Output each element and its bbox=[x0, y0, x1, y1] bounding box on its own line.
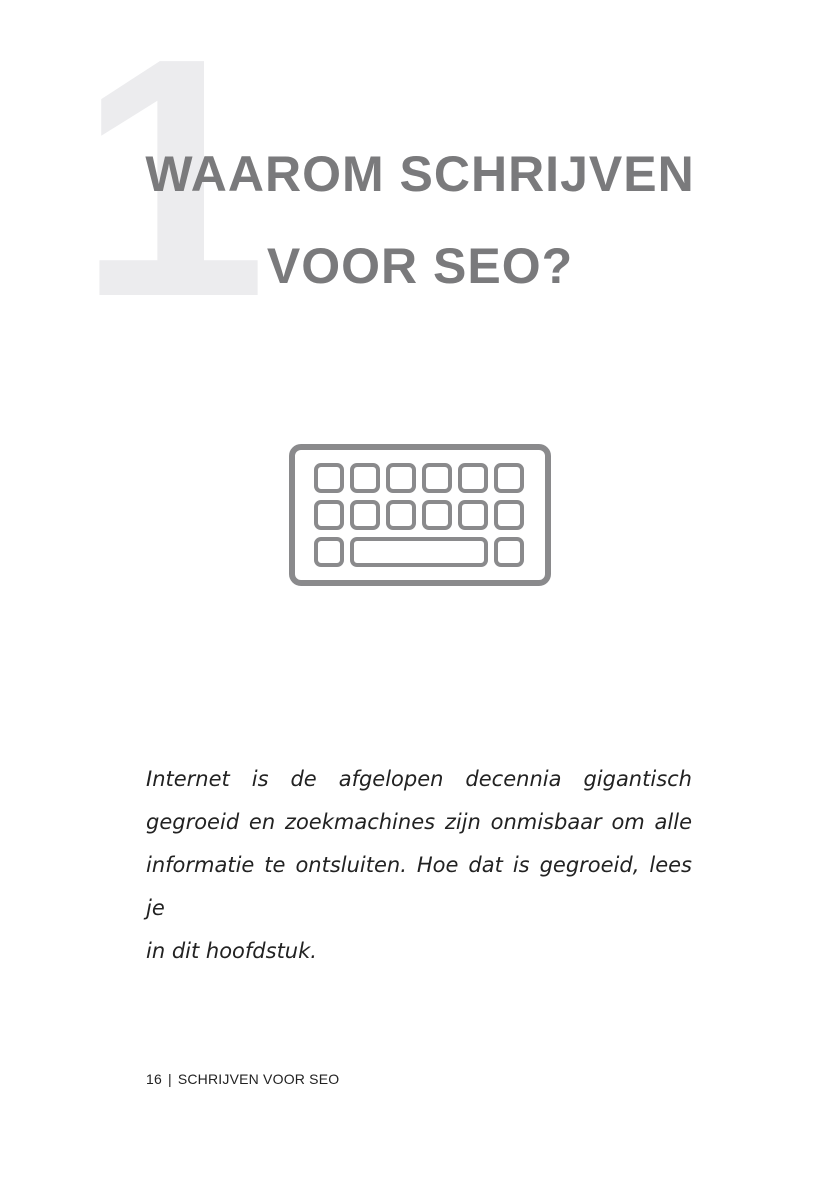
intro-line-3: informatie te ontsluiten. Hoe dat is gegroeid, lees je bbox=[146, 853, 692, 920]
chapter-title-line-2: VOOR SEO? bbox=[266, 238, 574, 294]
chapter-number: 1 bbox=[78, 0, 260, 368]
keyboard-keys-row-2 bbox=[316, 502, 522, 528]
keyboard-frame bbox=[292, 447, 548, 583]
running-title: SCHRIJVEN VOOR SEO bbox=[177, 1071, 340, 1087]
keyboard-icon bbox=[288, 443, 552, 587]
keyboard-keys-row-3 bbox=[316, 539, 522, 565]
page-number: 16 bbox=[146, 1071, 162, 1087]
intro-line-2: gegroeid en zoekmachines zijn onmisbaar om alle bbox=[146, 810, 692, 834]
spacebar-key bbox=[352, 539, 486, 565]
chapter-intro bbox=[146, 758, 692, 973]
keyboard-keys-row-1 bbox=[316, 465, 522, 491]
chapter-title-line-1: WAAROM SCHRIJVEN bbox=[145, 146, 695, 202]
footer-separator: | bbox=[167, 1071, 172, 1087]
intro-line-4: in dit hoofdstuk. bbox=[146, 939, 317, 963]
page-footer bbox=[146, 1071, 339, 1087]
chapter-title bbox=[140, 128, 700, 312]
intro-line-1: Internet is de afgelopen decennia gigantisch bbox=[146, 767, 692, 791]
